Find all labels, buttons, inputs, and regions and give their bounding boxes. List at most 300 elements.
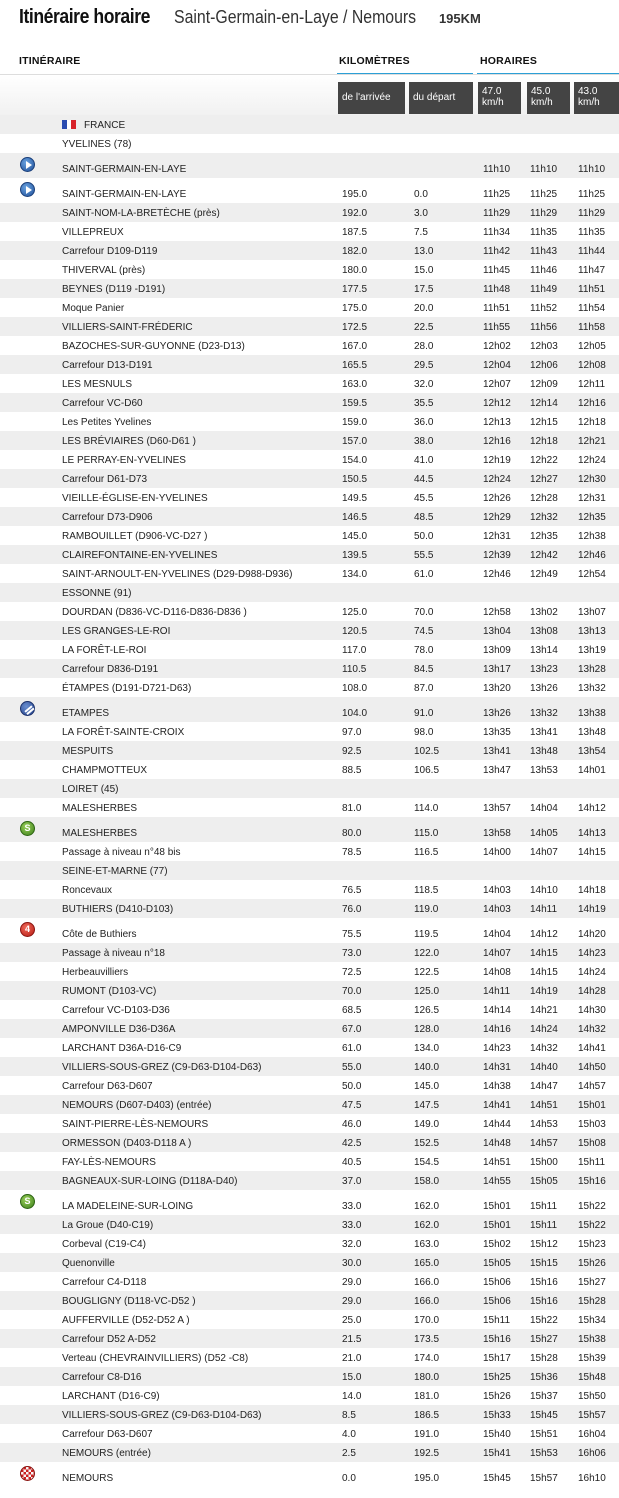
place-name: Carrefour D63-D607 xyxy=(62,1081,153,1092)
km-from-departure: 7.5 xyxy=(414,227,428,238)
table-row xyxy=(0,1133,619,1152)
km-from-departure: 84.5 xyxy=(414,664,434,675)
time-speed-1: 11h51 xyxy=(483,303,511,314)
km-from-departure: 191.0 xyxy=(414,1429,440,1440)
time-speed-3: 15h03 xyxy=(578,1119,606,1130)
km-from-departure: 70.0 xyxy=(414,607,434,618)
time-speed-3: 15h38 xyxy=(578,1334,606,1345)
time-speed-2: 15h11 xyxy=(530,1220,558,1231)
time-speed-1: 15h40 xyxy=(483,1429,511,1440)
time-speed-2: 15h53 xyxy=(530,1448,558,1459)
table-row xyxy=(0,962,619,981)
table-row xyxy=(0,918,619,943)
table-row xyxy=(0,1386,619,1405)
km-from-arrival: 42.5 xyxy=(342,1138,362,1149)
time-speed-2: 11h25 xyxy=(530,189,558,200)
itinerary-table xyxy=(0,115,619,1487)
time-speed-2: 15h00 xyxy=(530,1157,558,1168)
table-row xyxy=(0,507,619,526)
place-name: BEYNES (D119 -D191) xyxy=(62,284,166,295)
km-from-arrival: 120.5 xyxy=(342,626,368,637)
km-from-arrival: 72.5 xyxy=(342,967,362,978)
time-speed-1: 14h38 xyxy=(483,1081,511,1092)
time-speed-1: 11h34 xyxy=(483,227,511,238)
table-row xyxy=(0,1424,619,1443)
km-from-arrival: 149.5 xyxy=(342,493,368,504)
place-name: MALESHERBES xyxy=(62,828,138,839)
time-speed-2: 14h11 xyxy=(530,904,558,915)
page-title: Itinéraire horaire xyxy=(19,6,150,28)
table-row xyxy=(0,178,619,203)
time-speed-1: 12h07 xyxy=(483,379,511,390)
time-speed-2: 14h10 xyxy=(530,885,558,896)
km-from-arrival: 40.5 xyxy=(342,1157,362,1168)
time-speed-3: 15h23 xyxy=(578,1239,606,1250)
km-from-arrival: 104.0 xyxy=(342,708,368,719)
time-speed-1: 12h24 xyxy=(483,474,511,485)
time-speed-3: 13h07 xyxy=(578,607,606,618)
km-from-departure: 61.0 xyxy=(414,569,434,580)
time-speed-2: 12h28 xyxy=(530,493,558,504)
department-label: ESSONNE (91) xyxy=(62,588,132,599)
time-speed-1: 13h09 xyxy=(483,645,511,656)
place-name: LARCHANT (D16-C9) xyxy=(62,1391,160,1402)
place-name: VIEILLE-ÉGLISE-EN-YVELINES xyxy=(62,493,208,504)
time-speed-2: 15h45 xyxy=(530,1410,558,1421)
km-from-arrival: 187.5 xyxy=(342,227,368,238)
km-departure-header: du départ xyxy=(409,82,473,114)
km-from-departure: 147.5 xyxy=(414,1100,440,1111)
place-name: Passage à niveau n°18 xyxy=(62,948,165,959)
speed-1-header xyxy=(478,82,521,114)
time-speed-3: 12h35 xyxy=(578,512,606,523)
time-speed-2: 12h18 xyxy=(530,436,558,447)
time-speed-3: 15h28 xyxy=(578,1296,606,1307)
km-from-arrival: 76.5 xyxy=(342,885,362,896)
km-from-departure: 166.0 xyxy=(414,1277,440,1288)
time-speed-2: 12h03 xyxy=(530,341,558,352)
km-from-arrival: 139.5 xyxy=(342,550,368,561)
time-speed-1: 15h16 xyxy=(483,1334,511,1345)
km-from-arrival: 157.0 xyxy=(342,436,368,447)
time-speed-3: 12h16 xyxy=(578,398,606,409)
table-row xyxy=(0,678,619,697)
table-column-headers xyxy=(0,38,619,74)
table-row xyxy=(0,798,619,817)
km-from-departure: 74.5 xyxy=(414,626,434,637)
table-row xyxy=(0,1114,619,1133)
time-speed-3: 11h10 xyxy=(578,164,606,175)
km-from-departure: 126.5 xyxy=(414,1005,440,1016)
km-from-departure: 125.0 xyxy=(414,986,440,997)
table-row xyxy=(0,393,619,412)
table-row xyxy=(0,431,619,450)
km-from-arrival: 110.5 xyxy=(342,664,367,675)
time-speed-3: 15h34 xyxy=(578,1315,606,1326)
time-speed-1: 13h58 xyxy=(483,828,511,839)
place-name: Corbeval (C19-C4) xyxy=(62,1239,146,1250)
time-speed-1: 15h02 xyxy=(483,1239,511,1250)
time-speed-3: 14h20 xyxy=(578,929,606,940)
time-speed-3: 15h22 xyxy=(578,1220,606,1231)
time-speed-3: 12h18 xyxy=(578,417,606,428)
table-row xyxy=(0,545,619,564)
time-speed-2: 15h16 xyxy=(530,1296,558,1307)
km-from-departure: 122.5 xyxy=(414,967,440,978)
place-name: RAMBOUILLET (D906-VC-D27 ) xyxy=(62,531,208,542)
km-from-arrival: 21.5 xyxy=(342,1334,362,1345)
place-name: Roncevaux xyxy=(62,885,113,896)
km-from-arrival: 81.0 xyxy=(342,803,362,814)
speed-3-value: 43.0 xyxy=(578,86,598,97)
km-from-arrival: 159.0 xyxy=(342,417,368,428)
km-from-departure: 20.0 xyxy=(414,303,434,314)
time-speed-2: 14h24 xyxy=(530,1024,558,1035)
place-name: LES GRANGES-LE-ROI xyxy=(62,626,171,637)
time-speed-2: 14h40 xyxy=(530,1062,558,1073)
km-from-arrival: 30.0 xyxy=(342,1258,362,1269)
km-from-departure: 36.0 xyxy=(414,417,434,428)
time-speed-1: 15h06 xyxy=(483,1277,511,1288)
time-speed-3: 13h13 xyxy=(578,626,606,637)
table-row xyxy=(0,1462,619,1487)
speed-2-header xyxy=(527,82,570,114)
km-from-departure: 118.5 xyxy=(414,885,439,896)
place-name: Herbeauvilliers xyxy=(62,967,129,978)
time-speed-3: 11h29 xyxy=(578,208,606,219)
km-from-arrival: 146.5 xyxy=(342,512,368,523)
time-speed-1: 14h31 xyxy=(483,1062,511,1073)
place-name: CHAMPMOTTEUX xyxy=(62,765,147,776)
time-speed-3: 14h18 xyxy=(578,885,606,896)
time-speed-2: 14h51 xyxy=(530,1100,558,1111)
table-row xyxy=(0,260,619,279)
km-from-arrival: 88.5 xyxy=(342,765,362,776)
time-speed-1: 14h23 xyxy=(483,1043,511,1054)
km-from-departure: 162.0 xyxy=(414,1201,440,1212)
time-speed-3: 14h24 xyxy=(578,967,606,978)
place-name: Carrefour D13-D191 xyxy=(62,360,153,371)
km-from-arrival: 73.0 xyxy=(342,948,362,959)
place-name: SAINT-GERMAIN-EN-LAYE xyxy=(62,164,187,175)
start-icon xyxy=(20,157,35,172)
time-speed-3: 14h01 xyxy=(578,765,606,776)
time-speed-1: 13h17 xyxy=(483,664,511,675)
table-row xyxy=(0,317,619,336)
km-from-arrival: 4.0 xyxy=(342,1429,356,1440)
km-from-departure: 163.0 xyxy=(414,1239,440,1250)
table-row xyxy=(0,469,619,488)
section-row xyxy=(0,583,619,602)
km-from-departure: 0.0 xyxy=(414,189,428,200)
km-from-arrival: 75.5 xyxy=(342,929,362,940)
table-row xyxy=(0,355,619,374)
time-speed-2: 11h56 xyxy=(530,322,558,333)
table-row xyxy=(0,1253,619,1272)
km-from-arrival: 33.0 xyxy=(342,1201,362,1212)
table-row xyxy=(0,1095,619,1114)
table-row xyxy=(0,817,619,842)
time-speed-2: 15h27 xyxy=(530,1334,558,1345)
km-from-departure: 114.0 xyxy=(414,803,439,814)
time-speed-3: 15h26 xyxy=(578,1258,606,1269)
time-speed-2: 13h23 xyxy=(530,664,558,675)
time-speed-1: 14h41 xyxy=(483,1100,511,1111)
km-from-departure: 166.0 xyxy=(414,1296,440,1307)
time-speed-1: 14h51 xyxy=(483,1157,511,1168)
time-speed-2: 13h48 xyxy=(530,746,558,757)
time-speed-1: 13h26 xyxy=(483,708,511,719)
place-name: Côte de Buthiers xyxy=(62,929,137,940)
km-from-arrival: 182.0 xyxy=(342,246,368,257)
time-speed-3: 15h01 xyxy=(578,1100,606,1111)
table-row xyxy=(0,1367,619,1386)
table-row xyxy=(0,298,619,317)
place-name: AMPONVILLE D36-D36A xyxy=(62,1024,176,1035)
table-row xyxy=(0,488,619,507)
time-speed-2: 14h57 xyxy=(530,1138,558,1149)
place-name: MALESHERBES xyxy=(62,803,138,814)
time-speed-1: 12h29 xyxy=(483,512,511,523)
section-row xyxy=(0,779,619,798)
time-speed-3: 12h46 xyxy=(578,550,606,561)
time-speed-1: 13h35 xyxy=(483,727,511,738)
time-speed-3: 13h19 xyxy=(578,645,606,656)
time-speed-1: 15h01 xyxy=(483,1220,511,1231)
place-name: BUTHIERS (D410-D103) xyxy=(62,904,174,915)
time-speed-3: 11h25 xyxy=(578,189,606,200)
place-name: ORMESSON (D403-D118 A ) xyxy=(62,1138,192,1149)
km-from-departure: 149.0 xyxy=(414,1119,440,1130)
table-row xyxy=(0,602,619,621)
time-speed-1: 15h41 xyxy=(483,1448,511,1459)
time-speed-3: 14h50 xyxy=(578,1062,606,1073)
km-from-arrival: 167.0 xyxy=(342,341,368,352)
time-speed-3: 14h28 xyxy=(578,986,606,997)
table-row xyxy=(0,526,619,545)
km-from-arrival: 8.5 xyxy=(342,1410,356,1421)
time-speed-1: 14h14 xyxy=(483,1005,511,1016)
time-speed-1: 14h04 xyxy=(483,929,511,940)
time-speed-1: 13h04 xyxy=(483,626,511,637)
time-speed-1: 14h55 xyxy=(483,1176,511,1187)
time-speed-2: 13h14 xyxy=(530,645,558,656)
time-speed-2: 15h16 xyxy=(530,1277,558,1288)
km-from-departure: 3.0 xyxy=(414,208,428,219)
time-speed-2: 12h49 xyxy=(530,569,558,580)
time-speed-1: 14h03 xyxy=(483,885,511,896)
table-row xyxy=(0,741,619,760)
time-speed-1: 12h13 xyxy=(483,417,511,428)
speed-2-value: 45.0 xyxy=(531,86,551,97)
time-speed-3: 16h04 xyxy=(578,1429,606,1440)
place-name: Carrefour VC-D103-D36 xyxy=(62,1005,170,1016)
time-speed-2: 13h26 xyxy=(530,683,558,694)
km-from-arrival: 192.0 xyxy=(342,208,368,219)
time-speed-1: 13h57 xyxy=(483,803,511,814)
km-from-departure: 29.5 xyxy=(414,360,434,371)
time-speed-2: 14h07 xyxy=(530,847,558,858)
time-speed-3: 15h27 xyxy=(578,1277,606,1288)
time-speed-1: 13h41 xyxy=(483,746,511,757)
km-from-arrival: 175.0 xyxy=(342,303,368,314)
table-row xyxy=(0,899,619,918)
time-speed-2: 11h46 xyxy=(530,265,558,276)
km-from-departure: 55.5 xyxy=(414,550,434,561)
km-from-departure: 154.5 xyxy=(414,1157,440,1168)
place-name: VILLEPREUX xyxy=(62,227,124,238)
km-from-departure: 115.0 xyxy=(414,828,439,839)
km-from-departure: 32.0 xyxy=(414,379,434,390)
time-speed-2: 11h43 xyxy=(530,246,558,257)
time-speed-2: 13h02 xyxy=(530,607,558,618)
time-speed-2: 11h35 xyxy=(530,227,558,238)
time-speed-2: 11h29 xyxy=(530,208,558,219)
department-label: SEINE-ET-MARNE (77) xyxy=(62,866,168,877)
time-speed-1: 14h16 xyxy=(483,1024,511,1035)
km-from-arrival: 2.5 xyxy=(342,1448,356,1459)
km-from-arrival: 33.0 xyxy=(342,1220,362,1231)
time-speed-3: 15h16 xyxy=(578,1176,606,1187)
km-from-arrival: 47.5 xyxy=(342,1100,362,1111)
table-row xyxy=(0,1019,619,1038)
place-name: Carrefour D109-D119 xyxy=(62,246,158,257)
km-from-arrival: 78.5 xyxy=(342,847,362,858)
table-row xyxy=(0,564,619,583)
km-from-arrival: 117.0 xyxy=(342,645,367,656)
time-speed-1: 12h26 xyxy=(483,493,511,504)
time-speed-3: 11h44 xyxy=(578,246,606,257)
table-row xyxy=(0,1272,619,1291)
time-speed-2: 12h35 xyxy=(530,531,558,542)
time-speed-2: 15h11 xyxy=(530,1201,558,1212)
time-speed-1: 13h20 xyxy=(483,683,511,694)
place-name: LA FORÊT-SAINTE-CROIX xyxy=(62,727,185,738)
table-row xyxy=(0,760,619,779)
km-from-arrival: 0.0 xyxy=(342,1473,356,1484)
table-row xyxy=(0,1291,619,1310)
france-flag-icon xyxy=(62,120,76,129)
place-name: AUFFERVILLE (D52-D52 A ) xyxy=(62,1315,190,1326)
sprint-icon: S xyxy=(20,821,35,836)
time-speed-1: 12h12 xyxy=(483,398,511,409)
place-name: LA MADELEINE-SUR-LOING xyxy=(62,1201,194,1212)
time-speed-1: 11h48 xyxy=(483,284,511,295)
place-name: Les Petites Yvelines xyxy=(62,417,152,428)
km-from-departure: 35.5 xyxy=(414,398,434,409)
time-speed-3: 12h54 xyxy=(578,569,606,580)
time-speed-1: 14h44 xyxy=(483,1119,511,1130)
km-arrival-header: de l'arrivée xyxy=(338,82,405,114)
km-from-departure: 165.0 xyxy=(414,1258,440,1269)
time-speed-1: 14h07 xyxy=(483,948,511,959)
km-from-arrival: 172.5 xyxy=(342,322,368,333)
time-speed-2: 12h22 xyxy=(530,455,558,466)
km-from-arrival: 159.5 xyxy=(342,398,368,409)
place-name: DOURDAN (D836-VC-D116-D836-D836 ) xyxy=(62,607,247,618)
time-speed-2: 15h36 xyxy=(530,1372,558,1383)
time-speed-2: 15h22 xyxy=(530,1315,558,1326)
time-speed-3: 16h06 xyxy=(578,1448,606,1459)
place-name: SAINT-NOM-LA-BRETÈCHE (près) xyxy=(62,208,220,219)
time-speed-1: 15h11 xyxy=(483,1315,511,1326)
km-from-arrival: 55.0 xyxy=(342,1062,362,1073)
table-row xyxy=(0,842,619,861)
time-speed-1: 11h25 xyxy=(483,189,511,200)
time-speed-1: 14h03 xyxy=(483,904,511,915)
time-speed-1: 12h19 xyxy=(483,455,511,466)
table-row xyxy=(0,374,619,393)
table-row xyxy=(0,279,619,298)
km-from-arrival: 97.0 xyxy=(342,727,362,738)
km-from-departure: 181.0 xyxy=(414,1391,440,1402)
place-name: FAY-LÈS-NEMOURS xyxy=(62,1157,156,1168)
time-speed-3: 16h10 xyxy=(578,1473,606,1484)
route-distance: 195KM xyxy=(438,11,481,26)
place-name: VILLIERS-SOUS-GREZ (C9-D63-D104-D63) xyxy=(62,1410,262,1421)
km-from-arrival: 37.0 xyxy=(342,1176,362,1187)
time-speed-3: 15h50 xyxy=(578,1391,606,1402)
time-speed-3: 12h30 xyxy=(578,474,606,485)
place-name: LES MESNULS xyxy=(62,379,133,390)
km-from-arrival: 29.0 xyxy=(342,1296,362,1307)
km-from-departure: 78.0 xyxy=(414,645,434,656)
time-speed-3: 11h54 xyxy=(578,303,606,314)
place-name: SAINT-GERMAIN-EN-LAYE xyxy=(62,189,187,200)
place-name: Carrefour D61-D73 xyxy=(62,474,148,485)
km-header: KILOMÈTRES xyxy=(339,55,410,67)
km-from-departure: 28.0 xyxy=(414,341,434,352)
time-speed-3: 14h12 xyxy=(578,803,606,814)
place-name: BAGNEAUX-SUR-LOING (D118A-D40) xyxy=(62,1176,238,1187)
time-speed-3: 15h11 xyxy=(578,1157,606,1168)
km-from-departure: 45.5 xyxy=(414,493,434,504)
place-name: RUMONT (D103-VC) xyxy=(62,986,157,997)
table-row xyxy=(0,943,619,962)
time-speed-1: 14h11 xyxy=(483,986,511,997)
time-speed-3: 12h08 xyxy=(578,360,606,371)
time-speed-2: 12h32 xyxy=(530,512,558,523)
table-row xyxy=(0,1405,619,1424)
km-from-arrival: 154.0 xyxy=(342,455,368,466)
km-from-arrival: 80.0 xyxy=(342,828,362,839)
place-name: La Groue (D40-C19) xyxy=(62,1220,154,1231)
km-from-departure: 13.0 xyxy=(414,246,434,257)
place-name: ETAMPES xyxy=(62,708,110,719)
time-speed-1: 12h04 xyxy=(483,360,511,371)
time-speed-3: 15h08 xyxy=(578,1138,606,1149)
km-from-departure: 140.0 xyxy=(414,1062,440,1073)
km-from-departure: 98.0 xyxy=(414,727,434,738)
km-from-arrival: 46.0 xyxy=(342,1119,362,1130)
speed-3-unit: km/h xyxy=(578,97,600,108)
finish-icon xyxy=(20,1466,35,1481)
km-from-departure: 87.0 xyxy=(414,683,434,694)
km-from-departure: 119.0 xyxy=(414,904,439,915)
table-row xyxy=(0,222,619,241)
km-from-departure: 162.0 xyxy=(414,1220,440,1231)
km-from-departure: 91.0 xyxy=(414,708,434,719)
time-speed-1: 12h31 xyxy=(483,531,511,542)
km-from-arrival: 61.0 xyxy=(342,1043,362,1054)
table-row xyxy=(0,981,619,1000)
time-speed-3: 11h35 xyxy=(578,227,606,238)
time-speed-1: 12h39 xyxy=(483,550,511,561)
time-speed-2: 14h19 xyxy=(530,986,558,997)
department-label: YVELINES (78) xyxy=(62,139,132,150)
km-from-departure: 170.0 xyxy=(414,1315,440,1326)
table-row xyxy=(0,1057,619,1076)
